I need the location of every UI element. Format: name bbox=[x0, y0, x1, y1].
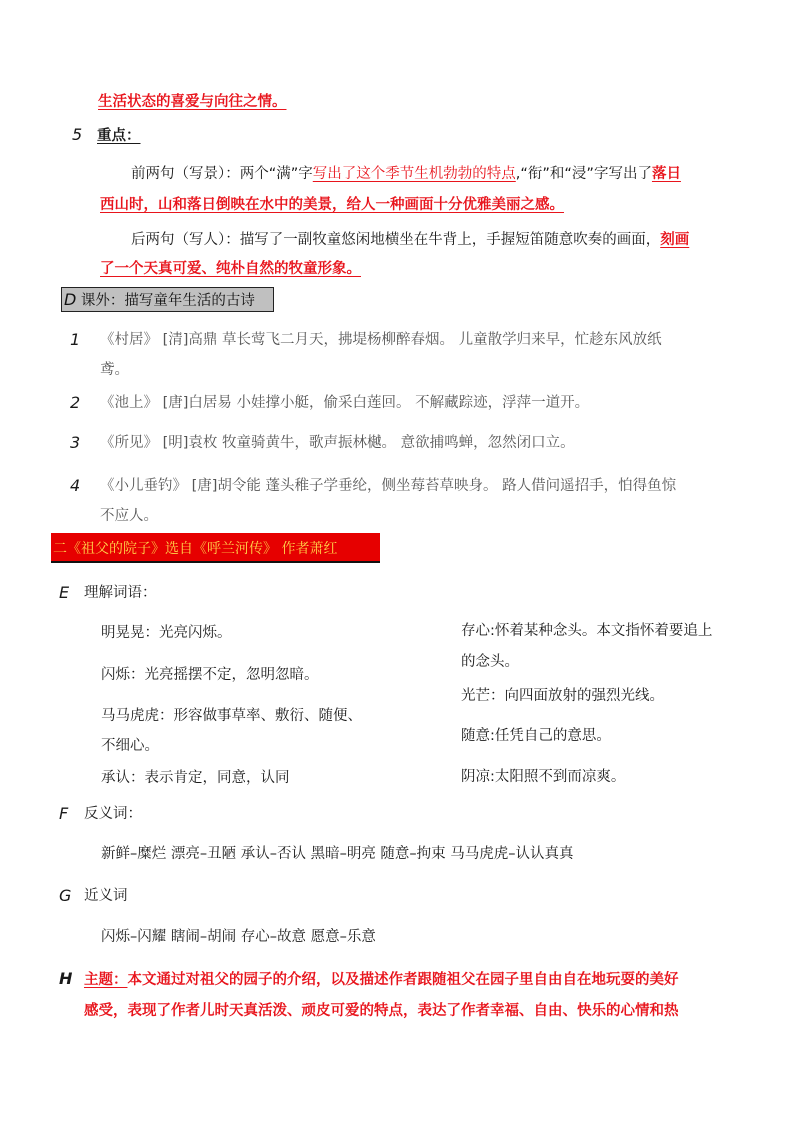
vocab-left-2: 闪烁：光亮摇摆不定，忽明忽暗。 bbox=[101, 667, 319, 683]
poem-number-1: 1 bbox=[70, 330, 81, 349]
p1-highlight-1: 写出了这个季节生机勃勃的特点 bbox=[312, 166, 516, 182]
theme-line-2: 感受，表现了作者儿时天真活泼、顽皮可爱的特点，表达了作者幸福、自由、快乐的心情和热 bbox=[84, 1003, 679, 1019]
theme-text-1: 本文通过对祖父的园子的介绍，以及描述作者跟随祖父在园子里自由自在地玩耍的美好 bbox=[127, 972, 679, 988]
key-point-paragraph-2 bbox=[131, 230, 689, 250]
continuation-text: 生活状态的喜爱与向往之情。 bbox=[98, 94, 287, 110]
section-d-letter: D bbox=[64, 290, 77, 309]
p1-text-c: ,“衔”和“浸”字写出了 bbox=[515, 166, 652, 182]
section-d-header bbox=[61, 287, 274, 312]
theme-line-1 bbox=[84, 970, 679, 990]
vocab-right-2: 光芒：向四面放射的强烈光线。 bbox=[461, 688, 664, 704]
vocab-left-4: 承认：表示肯定，同意，认同 bbox=[101, 770, 290, 786]
p1-highlight-2: 落日 bbox=[651, 166, 681, 182]
key-point-paragraph-1-cont: 西山时，山和落日倒映在水中的美景，给人一种画面十分优雅美丽之感。 bbox=[100, 197, 564, 213]
poem-3-line-1: 《所见》 [明]袁枚 牧童骑黄牛，歌声振林樾。 意欲捕鸣蝉，忽然闭口立。 bbox=[100, 435, 575, 451]
p2-highlight-1: 刻画 bbox=[660, 232, 690, 248]
section-h-letter: H bbox=[59, 969, 73, 988]
key-point-paragraph-1 bbox=[131, 164, 681, 184]
poem-2-line-1: 《池上》 [唐]白居易 小娃撑小艇，偷采白莲回。 不解藏踪迹，浮萍一道开。 bbox=[100, 395, 590, 411]
poem-1-line-2: 鸢。 bbox=[100, 362, 129, 378]
antonyms-list: 新鲜–糜烂 漂亮–丑陋 承认–否认 黑暗–明亮 随意–拘束 马马虎虎–认认真真 bbox=[101, 846, 574, 862]
vocab-left-3-cont: 不细心。 bbox=[101, 738, 159, 754]
section-two-title: 二《祖父的院子》选自《呼兰河传》 作者萧红 bbox=[53, 541, 338, 557]
vocab-left-3: 马马虎虎：形容做事草率、敷衍、随便、 bbox=[101, 708, 362, 724]
vocab-right-4: 阴凉:太阳照不到而凉爽。 bbox=[461, 769, 626, 785]
vocab-left-1: 明晃晃：光亮闪烁。 bbox=[101, 625, 232, 641]
item-number-5: 5 bbox=[72, 125, 83, 144]
section-g-title: 近义词 bbox=[84, 888, 128, 904]
vocab-right-1-cont: 的念头。 bbox=[461, 654, 519, 670]
section-two-top-bar bbox=[51, 533, 380, 536]
poem-1-line-1: 《村居》 [清]高鼎 草长莺飞二月天，拂堤杨柳醉春烟。 儿童散学归来早，忙趁东风放纸 bbox=[100, 332, 662, 348]
synonyms-list: 闪烁–闪耀 瞎闹–胡闹 存心–故意 愿意–乐意 bbox=[101, 929, 376, 945]
section-e-title: 理解词语： bbox=[84, 585, 157, 601]
section-g-letter: G bbox=[59, 886, 72, 905]
section-d-title: 课外：描写童年生活的古诗 bbox=[76, 293, 255, 309]
p2-text-a: 后两句（写人）：描写了一副牧童悠闲地横坐在牛背上，手握短笛随意吹奏的画面， bbox=[131, 232, 661, 248]
key-point-paragraph-2-cont: 了一个天真可爱、纯朴自然的牧童形象。 bbox=[100, 261, 361, 277]
p1-text-a: 前两句（写景）：两个“满”字 bbox=[131, 166, 313, 182]
key-point-label: 重点： bbox=[97, 128, 141, 144]
section-two-header bbox=[51, 533, 380, 563]
poem-4-line-2: 不应人。 bbox=[100, 508, 158, 524]
poem-4-line-1: 《小儿垂钓》 [唐]胡令能 蓬头稚子学垂纶，侧坐莓苔草映身。 路人借问遥招手，怕得鱼惊 bbox=[100, 478, 677, 494]
poem-number-4: 4 bbox=[70, 476, 81, 495]
section-f-title: 反义词： bbox=[84, 806, 142, 822]
vocab-right-1: 存心:怀着某种念头。本文指怀着要追上 bbox=[461, 623, 713, 639]
section-d-title-row bbox=[62, 290, 255, 311]
poem-number-2: 2 bbox=[70, 393, 81, 412]
section-e-letter: E bbox=[59, 583, 70, 602]
section-f-letter: F bbox=[59, 804, 69, 823]
vocab-right-3: 随意:任凭自己的意思。 bbox=[461, 728, 611, 744]
theme-label: 主题： bbox=[84, 972, 128, 988]
poem-number-3: 3 bbox=[70, 433, 81, 452]
